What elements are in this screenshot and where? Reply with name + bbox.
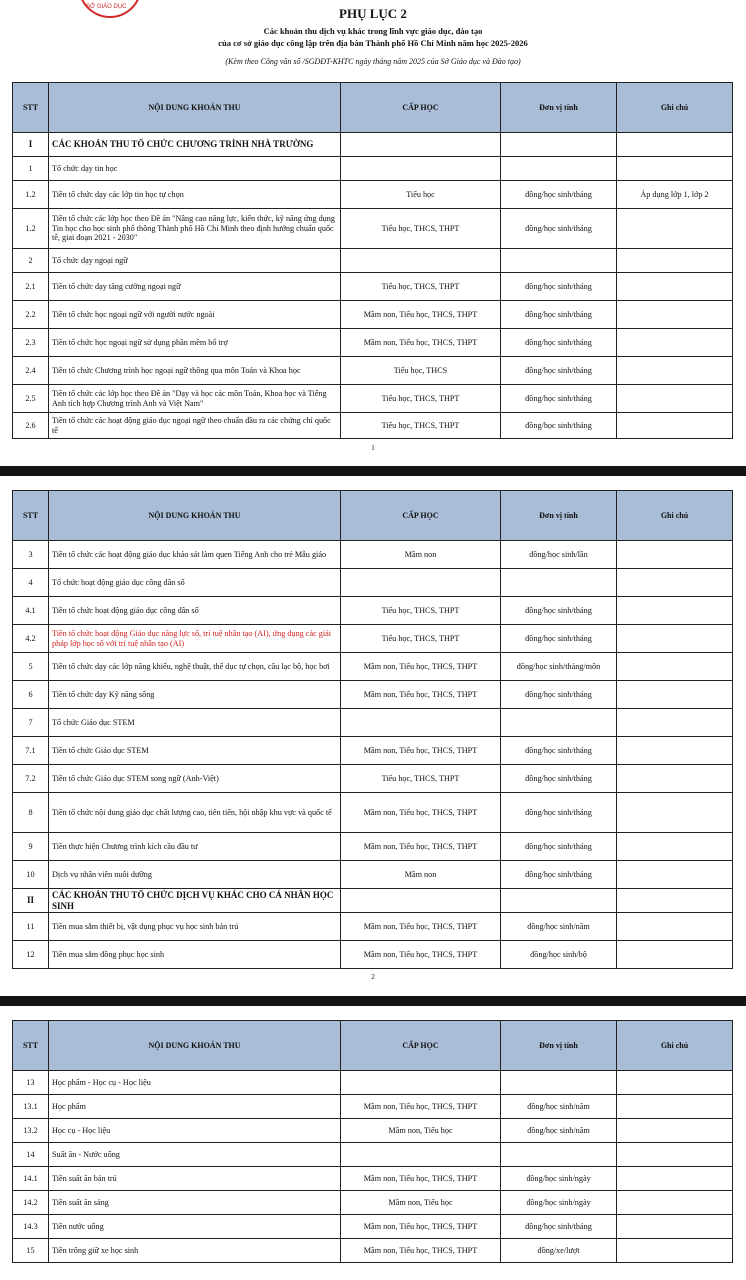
cell-content: Tổ chức hoạt động giáo dục công dân số [49,569,341,597]
page-number: 2 [371,973,375,981]
cell-level: Mầm non, Tiểu học [341,1191,501,1215]
cell-content: Tiền tổ chức hoạt động giáo dục công dân số [49,597,341,625]
cell-note [617,941,733,969]
cell-level: Mầm non, Tiểu học, THCS, THPT [341,1239,501,1263]
cell-content: Tiền tổ chức nội dung giáo dục chất lượng cao, tiên tiến, hội nhập khu vực và quốc tế [49,793,341,833]
cell-stt: 2.5 [13,385,49,413]
cell-unit [501,157,617,181]
cell-unit: đồng/học sinh/tháng [501,597,617,625]
cell-stt: 1.2 [13,209,49,249]
cell-content: Tiền mua sắm đồng phục học sinh [49,941,341,969]
cell-content: Tiền tổ chức dạy tăng cường ngoại ngữ [49,273,341,301]
cell-stt: 1 [13,157,49,181]
table-row [13,209,733,249]
cell-stt: 2.1 [13,273,49,301]
cell-note [617,209,733,249]
table-row [13,1095,733,1119]
cell-level [341,1071,501,1095]
cell-note [617,133,733,157]
cell-stt: 7.1 [13,737,49,765]
column-header-note: Ghi chú [617,83,733,133]
table-row [13,329,733,357]
cell-note [617,541,733,569]
cell-content: Tổ chức dạy ngoại ngữ [49,249,341,273]
cell-unit: đồng/học sinh/ngày [501,1191,617,1215]
cell-unit: đồng/học sinh/tháng [501,329,617,357]
cell-stt: 7 [13,709,49,737]
table-row [13,913,733,941]
cell-stt: 12 [13,941,49,969]
cell-stt: 6 [13,681,49,709]
cell-unit: đồng/học sinh/tháng [501,413,617,439]
cell-stt: 13.1 [13,1095,49,1119]
cell-unit: đồng/học sinh/tháng [501,765,617,793]
table-header-row [13,491,733,541]
cell-content: Tiền tổ chức Chương trình học ngoại ngữ thông qua môn Toán và Khoa học [49,357,341,385]
cell-content: Học cụ - Học liệu [49,1119,341,1143]
cell-level: Tiểu học [341,181,501,209]
cell-unit: đồng/học sinh/lần [501,541,617,569]
cell-level: Tiểu học, THCS, THPT [341,273,501,301]
column-header-stt: STT [13,1021,49,1071]
column-header-level: CẤP HỌC [341,1021,501,1071]
cell-content: Tổ chức dạy tin học [49,157,341,181]
cell-level: Mầm non, Tiểu học, THCS, THPT [341,1095,501,1119]
table-row [13,625,733,653]
cell-level [341,249,501,273]
cell-level: Tiểu học, THCS, THPT [341,385,501,413]
table-row [13,681,733,709]
table-header-row [13,83,733,133]
cell-level: Tiểu học, THCS, THPT [341,597,501,625]
cell-content: Tiền tổ chức học ngoại ngữ sử dụng phần mềm bổ trợ [49,329,341,357]
cell-level: Mầm non, Tiểu học [341,1119,501,1143]
cell-note [617,597,733,625]
cell-content: Tiền tổ chức các hoạt động giáo dục khảo sát làm quen Tiếng Anh cho trẻ Mẫu giáo [49,541,341,569]
cell-unit: đồng/học sinh/tháng [501,273,617,301]
table-row [13,1143,733,1167]
official-seal-icon: SỞ GIÁO DỤC [78,0,142,18]
cell-level: Tiểu học, THCS, THPT [341,765,501,793]
table-row [13,941,733,969]
table-row [13,597,733,625]
cell-content: Dịch vụ nhân viên nuôi dưỡng [49,861,341,889]
cell-unit: đồng/học sinh/ngày [501,1167,617,1191]
cell-stt: 14.1 [13,1167,49,1191]
table-row [13,157,733,181]
cell-unit: đồng/học sinh/tháng [501,181,617,209]
cell-note [617,249,733,273]
document-title: PHỤ LỤC 2 [339,6,407,21]
cell-note [617,1167,733,1191]
cell-stt: II [13,889,49,913]
cell-unit: đồng/xe/lượt [501,1239,617,1263]
cell-content: Tiền tổ chức Giáo dục STEM [49,737,341,765]
cell-unit: đồng/học sinh/tháng [501,833,617,861]
cell-content: Tiền thực hiện Chương trình kích cầu đầu tư [49,833,341,861]
document-note: (Kèm theo Công văn số /SGDĐT-KHTC ngày tháng năm 2025 của Sở Giáo dục và Đào tạo) [225,57,521,66]
document-subtitle-2: của cơ sở giáo dục công lập trên địa bàn Thành phố Hồ Chí Minh năm học 2025-2026 [218,38,528,48]
document-page-1 [0,0,746,466]
cell-note [617,681,733,709]
cell-stt: 10 [13,861,49,889]
cell-note [617,913,733,941]
table-row [13,357,733,385]
cell-level: Mầm non [341,541,501,569]
fee-table-2 [12,490,733,969]
cell-note [617,273,733,301]
document-subtitle-1: Các khoản thu dịch vụ khác trong lĩnh vực giáo dục, đào tạo [263,26,483,36]
cell-stt: 8 [13,793,49,833]
cell-unit: đồng/học sinh/tháng [501,209,617,249]
column-header-unit: Đơn vị tính [501,83,617,133]
cell-level [341,569,501,597]
cell-content: Tiền tổ chức dạy các lớp năng khiếu, nghệ thuật, thể dục tự chọn, câu lạc bộ, học bơi [49,653,341,681]
cell-level [341,133,501,157]
cell-stt: 11 [13,913,49,941]
cell-note [617,1239,733,1263]
table-row [13,1191,733,1215]
table-header-row [13,1021,733,1071]
cell-content: Tiền mua sắm thiết bị, vật dụng phục vụ học sinh bán trú [49,913,341,941]
table-row [13,1119,733,1143]
table-row [13,861,733,889]
cell-unit [501,249,617,273]
cell-stt: 13 [13,1071,49,1095]
cell-level: Mầm non, Tiểu học, THCS, THPT [341,681,501,709]
cell-stt: 2.2 [13,301,49,329]
table-row [13,737,733,765]
cell-level: Mầm non, Tiểu học, THCS, THPT [341,793,501,833]
cell-level: Mầm non, Tiểu học, THCS, THPT [341,941,501,969]
cell-level: Mầm non, Tiểu học, THCS, THPT [341,653,501,681]
cell-level: Mầm non, Tiểu học, THCS, THPT [341,737,501,765]
cell-stt: 5 [13,653,49,681]
cell-level: Mầm non, Tiểu học, THCS, THPT [341,913,501,941]
cell-level: Mầm non, Tiểu học, THCS, THPT [341,329,501,357]
cell-note [617,1119,733,1143]
column-header-note: Ghi chú [617,491,733,541]
cell-content: Tiền suất ăn bán trú [49,1167,341,1191]
cell-note [617,157,733,181]
table-row [13,249,733,273]
table-row [13,833,733,861]
cell-level: Tiểu học, THCS, THPT [341,625,501,653]
cell-note [617,709,733,737]
cell-unit: đồng/học sinh/năm [501,1095,617,1119]
cell-content: Học phẩm - Học cụ - Học liệu [49,1071,341,1095]
table-row [13,765,733,793]
cell-note [617,765,733,793]
table-row [13,1239,733,1263]
cell-content: Tiền tổ chức học ngoại ngữ với người nước ngoài [49,301,341,329]
table-row [13,1167,733,1191]
cell-stt: 13.2 [13,1119,49,1143]
cell-note [617,1191,733,1215]
table-row [13,793,733,833]
column-header-content: NỘI DUNG KHOẢN THU [49,83,341,133]
table-row [13,273,733,301]
cell-stt: I [13,133,49,157]
cell-content: Học phẩm [49,1095,341,1119]
cell-level: Mầm non, Tiểu học, THCS, THPT [341,301,501,329]
section-row [13,133,733,157]
cell-content: Tiền tổ chức các lớp học theo Đề án "Dạy và học các môn Toán, Khoa học và Tiếng Anh tích hợp Chương trình Anh và Việt Nam" [49,385,341,413]
table-row [13,709,733,737]
cell-stt: 3 [13,541,49,569]
cell-unit [501,1143,617,1167]
cell-unit: đồng/học sinh/tháng [501,301,617,329]
cell-stt: 9 [13,833,49,861]
cell-unit: đồng/học sinh/năm [501,913,617,941]
cell-content: Tiền tổ chức các lớp học theo Đề án "Nâng cao năng lực, kiến thức, kỹ năng ứng dụng Tin học cho học sinh phổ thông Thành phố Hồ Chí Minh theo định hướng chuẩn quốc tế, giai đoạn 2021 - 2030" [49,209,341,249]
cell-note [617,625,733,653]
cell-note [617,569,733,597]
cell-unit [501,569,617,597]
table-row [13,413,733,439]
cell-note [617,1095,733,1119]
cell-level: Mầm non, Tiểu học, THCS, THPT [341,1167,501,1191]
cell-note [617,301,733,329]
cell-level: Tiểu học, THCS, THPT [341,413,501,439]
cell-note [617,329,733,357]
document-page-3 [0,1006,746,1280]
cell-content: Tiền tổ chức dạy các lớp tin học tự chọn [49,181,341,209]
cell-unit: đồng/học sinh/tháng [501,357,617,385]
cell-level [341,709,501,737]
cell-note: Áp dụng lớp 1, lớp 2 [617,181,733,209]
table-row [13,541,733,569]
table-row [13,1215,733,1239]
cell-stt: 1.2 [13,181,49,209]
cell-note [617,1071,733,1095]
cell-content: Suất ăn - Nước uống [49,1143,341,1167]
cell-level [341,157,501,181]
column-header-unit: Đơn vị tính [501,1021,617,1071]
cell-unit: đồng/học sinh/tháng [501,385,617,413]
cell-unit: đồng/học sinh/tháng [501,1215,617,1239]
fee-table-1 [12,82,733,439]
cell-content: Tiền tổ chức hoạt động Giáo dục năng lực số, trí tuệ nhân tạo (AI), ứng dụng các giải pháp lớp học số với trí tuệ nhân tạo (AI) [49,625,341,653]
cell-stt: 7.2 [13,765,49,793]
cell-note [617,385,733,413]
cell-content: Tổ chức Giáo dục STEM [49,709,341,737]
column-header-level: CẤP HỌC [341,491,501,541]
cell-note [617,861,733,889]
column-header-unit: Đơn vị tính [501,491,617,541]
document-page-2 [0,476,746,996]
cell-stt: 2.6 [13,413,49,439]
cell-stt: 2.4 [13,357,49,385]
table-row [13,653,733,681]
cell-content: CÁC KHOẢN THU TỔ CHỨC CHƯƠNG TRÌNH NHÀ TRƯỜNG [49,133,341,157]
cell-level: Tiểu học, THCS [341,357,501,385]
cell-stt: 4.1 [13,597,49,625]
column-header-stt: STT [13,83,49,133]
cell-unit: đồng/học sinh/tháng [501,737,617,765]
cell-stt: 2.3 [13,329,49,357]
cell-unit: đồng/học sinh/năm [501,1119,617,1143]
section-row [13,889,733,913]
cell-level: Mầm non [341,861,501,889]
cell-note [617,1215,733,1239]
cell-unit [501,889,617,913]
cell-stt: 14.2 [13,1191,49,1215]
table-row [13,301,733,329]
cell-stt: 4 [13,569,49,597]
column-header-stt: STT [13,491,49,541]
cell-level: Mầm non, Tiểu học, THCS, THPT [341,1215,501,1239]
cell-unit: đồng/học sinh/tháng/môn [501,653,617,681]
cell-content: Tiền tổ chức Giáo dục STEM song ngữ (Anh-Việt) [49,765,341,793]
cell-note [617,833,733,861]
cell-unit [501,709,617,737]
cell-stt: 2 [13,249,49,273]
table-row [13,181,733,209]
cell-unit [501,1071,617,1095]
table-row [13,385,733,413]
column-header-content: NỘI DUNG KHOẢN THU [49,1021,341,1071]
cell-content: Tiền tổ chức dạy Kỹ năng sống [49,681,341,709]
cell-unit [501,133,617,157]
cell-content: Tiền suất ăn sáng [49,1191,341,1215]
cell-note [617,653,733,681]
cell-content: CÁC KHOẢN THU TỔ CHỨC DỊCH VỤ KHÁC CHO CÁ NHÂN HỌC SINH [49,889,341,913]
cell-level: Mầm non, Tiểu học, THCS, THPT [341,833,501,861]
cell-stt: 14 [13,1143,49,1167]
cell-stt: 15 [13,1239,49,1263]
cell-unit: đồng/học sinh/bộ [501,941,617,969]
column-header-note: Ghi chú [617,1021,733,1071]
column-header-content: NỘI DUNG KHOẢN THU [49,491,341,541]
cell-unit: đồng/học sinh/tháng [501,793,617,833]
cell-content: Tiền tổ chức các hoạt động giáo dục ngoại ngữ theo chuẩn đầu ra các chứng chỉ quốc tế [49,413,341,439]
cell-level: Tiểu học, THCS, THPT [341,209,501,249]
cell-unit: đồng/học sinh/tháng [501,625,617,653]
fee-table-3 [12,1020,733,1263]
cell-level [341,1143,501,1167]
cell-note [617,413,733,439]
page-number: 1 [371,444,375,452]
column-header-level: CẤP HỌC [341,83,501,133]
table-row [13,1071,733,1095]
cell-note [617,793,733,833]
cell-unit: đồng/học sinh/tháng [501,861,617,889]
cell-note [617,737,733,765]
cell-content: Tiền trông giữ xe học sinh [49,1239,341,1263]
cell-content: Tiền nước uống [49,1215,341,1239]
cell-stt: 4.2 [13,625,49,653]
cell-unit: đồng/học sinh/tháng [501,681,617,709]
cell-note [617,1143,733,1167]
table-row [13,569,733,597]
cell-note [617,889,733,913]
cell-note [617,357,733,385]
cell-level [341,889,501,913]
cell-stt: 14.3 [13,1215,49,1239]
